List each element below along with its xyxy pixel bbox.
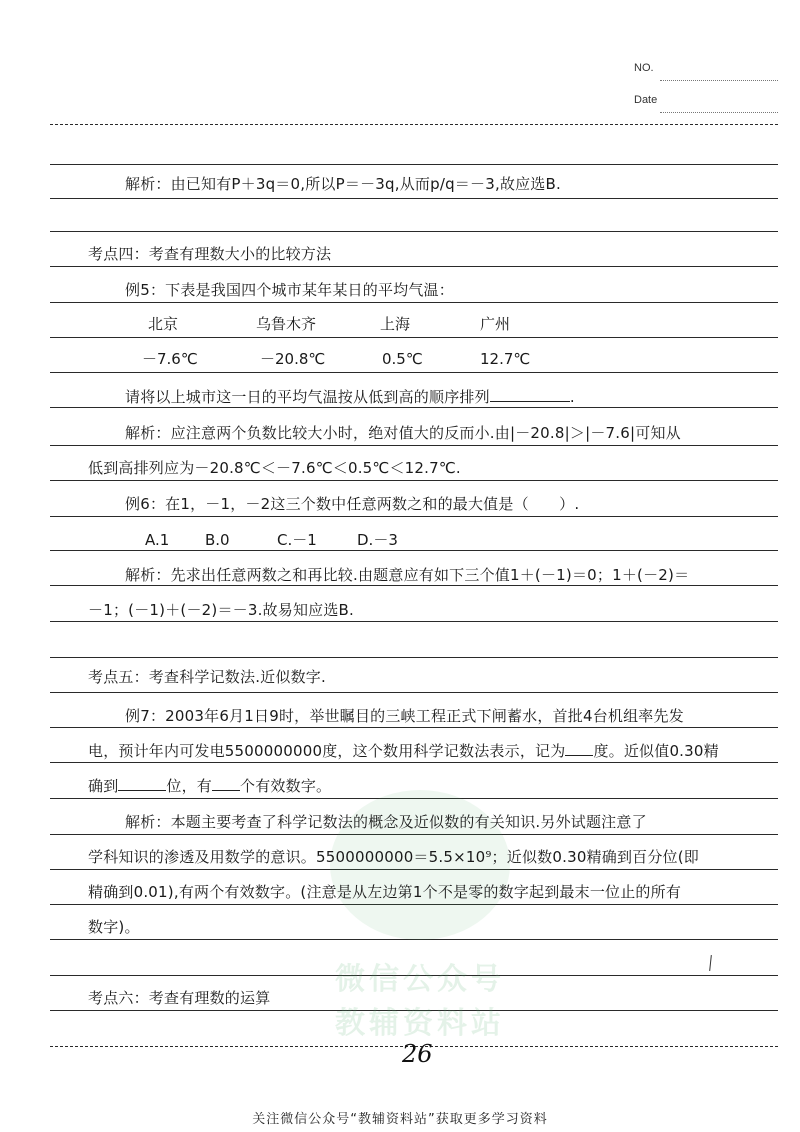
header-no-label: NO. <box>634 62 654 74</box>
solution-line: 学科知识的渗透及用数学的意识。5500000000＝5.5×10⁹；近似数0.30精确到百分位(即 <box>88 848 700 866</box>
pen-mark <box>709 955 712 971</box>
section-heading: 考点四：考查有理数大小的比较方法 <box>88 245 332 263</box>
ruled-line <box>50 550 778 551</box>
solution-line: 解析：本题主要考查了科学记数法的概念及近似数的有关知识.另外试题注意了 <box>125 813 647 831</box>
ruled-line <box>50 621 778 622</box>
city-cell: 上海 <box>380 315 411 333</box>
example-text: 确到 <box>88 777 119 795</box>
option-cell: C.－1 <box>277 531 317 549</box>
ruled-line <box>50 657 778 658</box>
example-text: 度。近似值0.30精 <box>593 742 719 760</box>
ruled-line <box>50 337 778 338</box>
example-line: 例6：在1，－1，－2这三个数中任意两数之和的最大值是（ ）. <box>125 495 580 513</box>
ruled-line <box>50 516 778 517</box>
example-text: 位，有 <box>166 777 213 795</box>
ruled-line <box>50 124 778 125</box>
ruled-line <box>50 231 778 232</box>
watermark-line: 微信公众号 <box>335 962 505 997</box>
ruled-line <box>50 585 778 586</box>
solution-line: 解析：先求出任意两数之和再比较.由题意应有如下三个值1＋(－1)＝0；1＋(－2)＝ <box>125 566 690 584</box>
option-cell: D.－3 <box>357 531 398 549</box>
header-date-label: Date <box>634 94 658 106</box>
ruled-line <box>50 407 778 408</box>
city-cell: 乌鲁木齐 <box>256 315 317 333</box>
header-no-dotted-line <box>660 80 778 81</box>
example-line <box>88 741 778 761</box>
example-text: 电，预计年内可发电5500000000度，这个数用科学记数法表示，记为 <box>88 742 566 760</box>
header-date-dotted-line <box>660 112 778 113</box>
temperature-row <box>142 349 648 369</box>
answer-blank <box>118 778 166 791</box>
solution-line: －1；(－1)＋(－2)＝－3.故易知应选B. <box>88 601 355 619</box>
option-cell: A.1 <box>145 531 170 549</box>
solution-line: 低到高排列应为－20.8℃＜－7.6℃＜0.5℃＜12.7℃. <box>88 459 461 477</box>
answer-blank <box>565 743 593 756</box>
answer-blank <box>212 778 240 791</box>
temperature-cell: －20.8℃ <box>260 350 326 368</box>
example-line: 例5：下表是我国四个城市某年某日的平均气温： <box>125 281 454 299</box>
ruled-line <box>50 302 778 303</box>
solution-line: 解析：由已知有P＋3q＝0,所以P＝－3q,从而p/q＝－3,故应选B. <box>125 175 561 193</box>
temperature-cell: 12.7℃ <box>480 350 531 368</box>
watermark <box>300 958 540 1046</box>
ruled-line <box>50 372 778 373</box>
option-cell: B.0 <box>205 531 230 549</box>
ruled-line <box>50 727 778 728</box>
ruled-line <box>50 266 778 267</box>
section-heading: 考点六：考查有理数的运算 <box>88 989 271 1007</box>
example-text: 个有效数字。 <box>240 777 332 795</box>
ruled-line <box>50 762 778 763</box>
ruled-line <box>50 198 778 199</box>
options-row <box>145 530 645 550</box>
temperature-cell: －7.6℃ <box>142 350 198 368</box>
ruled-line <box>50 480 778 481</box>
watermark-line: 教辅资料站 <box>335 1006 505 1041</box>
temperature-cell: 0.5℃ <box>382 350 423 368</box>
answer-blank <box>490 389 570 402</box>
question-end: . <box>569 388 575 406</box>
footer-note: 关注微信公众号“教辅资料站”获取更多学习资料 <box>252 1112 548 1127</box>
solution-line: 解析：应注意两个负数比较大小时，绝对值大的反而小.由|－20.8|＞|－7.6|可知从 <box>125 424 681 442</box>
section-heading: 考点五：考查科学记数法.近似数字. <box>88 668 326 686</box>
city-cell: 广州 <box>480 315 511 333</box>
ruled-line <box>50 692 778 693</box>
city-cell: 北京 <box>148 315 179 333</box>
solution-line: 精确到0.01),有两个有效数字。(注意是从左边第1个不是零的数字起到最末一位止的所有 <box>88 883 682 901</box>
example-line: 例7：2003年6月1日9时，举世瞩目的三峡工程正式下闸蓄水，首批4台机组率先发 <box>125 707 684 725</box>
page-number: 26 <box>402 1040 433 1068</box>
question-text: 请将以上城市这一日的平均气温按从低到高的顺序排列 <box>125 388 490 406</box>
ruled-line <box>50 164 778 165</box>
ruled-line <box>50 445 778 446</box>
solution-line: 数字)。 <box>88 918 140 936</box>
question-line <box>125 387 778 407</box>
example-line <box>88 776 778 796</box>
city-row <box>148 314 648 334</box>
